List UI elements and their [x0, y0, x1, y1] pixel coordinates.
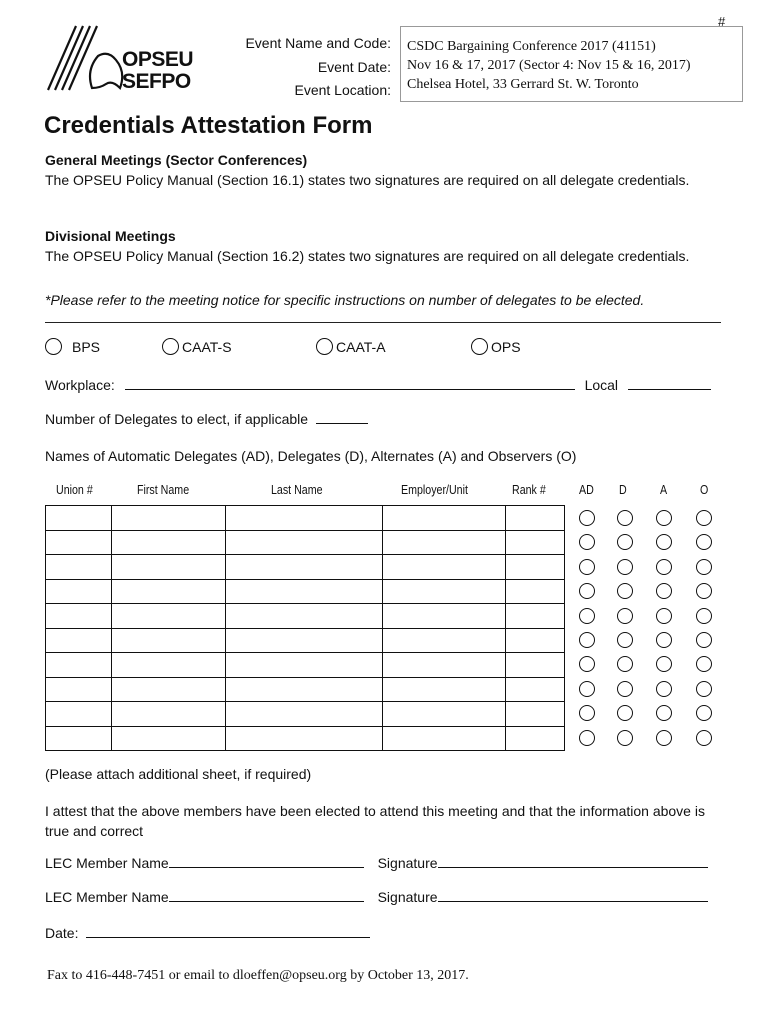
col-header-a: A: [660, 482, 668, 497]
table-cell-3[interactable]: [226, 653, 383, 678]
logo-word-en: OPSEU: [122, 48, 194, 71]
table-cell-1[interactable]: [46, 726, 112, 751]
col-header-ad: AD: [579, 482, 594, 497]
role-radio-ad[interactable]: [579, 534, 595, 550]
workplace-label: Workplace:: [45, 377, 115, 393]
role-radio-d[interactable]: [617, 510, 633, 526]
table-cell-5[interactable]: [506, 604, 565, 629]
table-cell-2[interactable]: [112, 677, 226, 702]
event-location-value: Chelsea Hotel, 33 Gerrard St. W. Toronto: [407, 77, 639, 92]
role-radio-ad[interactable]: [579, 656, 595, 672]
col-header-union: Union #: [56, 482, 93, 497]
table-cell-2[interactable]: [112, 579, 226, 604]
role-radio-o[interactable]: [696, 656, 712, 672]
role-radio-o[interactable]: [696, 534, 712, 550]
table-row: [46, 530, 565, 555]
table-cell-2[interactable]: [112, 702, 226, 727]
table-cell-4[interactable]: [383, 702, 506, 727]
role-radio-o[interactable]: [696, 583, 712, 599]
delegates-table: [45, 505, 565, 751]
table-cell-4[interactable]: [383, 653, 506, 678]
role-radio-o[interactable]: [696, 559, 712, 575]
table-cell-1[interactable]: [46, 702, 112, 727]
date-row: [45, 925, 370, 941]
radio-circle-icon[interactable]: [316, 338, 333, 355]
table-cell-4[interactable]: [383, 506, 506, 531]
role-radio-d[interactable]: [617, 681, 633, 697]
role-radio-d[interactable]: [617, 730, 633, 746]
footer-instructions: Fax to 416-448-7451 or email to dloeffen@opseu.org by October 13, 2017.: [47, 968, 469, 983]
role-radio-d[interactable]: [617, 583, 633, 599]
local-label: Local: [584, 377, 619, 393]
table-cell-3[interactable]: [226, 579, 383, 604]
workplace-field[interactable]: [125, 389, 575, 390]
general-meetings-heading: General Meetings (Sector Conferences): [45, 152, 308, 168]
table-cell-5[interactable]: [506, 628, 565, 653]
table-row: [46, 604, 565, 629]
sector-option-caat-s[interactable]: [162, 338, 232, 355]
lec-label: LEC Member Name: [45, 889, 169, 905]
role-radio-o[interactable]: [696, 705, 712, 721]
table-cell-1[interactable]: [46, 530, 112, 555]
table-cell-2[interactable]: [112, 653, 226, 678]
divisional-meetings-heading: Divisional Meetings: [45, 228, 176, 244]
role-radio-o[interactable]: [696, 510, 712, 526]
col-header-last-name: Last Name: [271, 482, 323, 497]
table-cell-2[interactable]: [112, 555, 226, 580]
delegates-label: Number of Delegates to elect, if applicable: [45, 411, 309, 427]
col-header-rank: Rank #: [512, 482, 546, 497]
table-cell-3[interactable]: [226, 726, 383, 751]
table-cell-1[interactable]: [46, 579, 112, 604]
role-radio-d[interactable]: [617, 632, 633, 648]
role-radio-d[interactable]: [617, 608, 633, 624]
table-cell-4[interactable]: [383, 579, 506, 604]
role-radio-ad[interactable]: [579, 608, 595, 624]
table-cell-4[interactable]: [383, 628, 506, 653]
col-header-o: O: [700, 482, 709, 497]
signature-2-field[interactable]: [438, 901, 708, 902]
page-title: Credentials Attestation Form: [44, 112, 373, 139]
signature-1-field[interactable]: [438, 867, 708, 868]
table-cell-3[interactable]: [226, 702, 383, 727]
table-cell-3[interactable]: [226, 506, 383, 531]
role-radio-d[interactable]: [617, 534, 633, 550]
sector-label: CAAT-A: [336, 338, 386, 355]
date-label: Date:: [45, 925, 79, 941]
date-field[interactable]: [86, 937, 370, 938]
table-cell-5[interactable]: [506, 726, 565, 751]
radio-circle-icon[interactable]: [45, 338, 62, 355]
role-radio-a[interactable]: [656, 608, 672, 624]
role-radio-o[interactable]: [696, 681, 712, 697]
table-cell-4[interactable]: [383, 677, 506, 702]
col-header-d: D: [619, 482, 627, 497]
role-radio-o[interactable]: [696, 730, 712, 746]
table-cell-2[interactable]: [112, 726, 226, 751]
table-cell-5[interactable]: [506, 506, 565, 531]
role-radio-ad[interactable]: [579, 730, 595, 746]
workplace-row: [45, 377, 711, 393]
table-cell-2[interactable]: [112, 506, 226, 531]
opseu-logo: [46, 22, 211, 94]
role-radio-o[interactable]: [696, 632, 712, 648]
table-cell-1[interactable]: [46, 604, 112, 629]
lec-label: LEC Member Name: [45, 855, 169, 871]
role-radio-a[interactable]: [656, 730, 672, 746]
table-row: [46, 579, 565, 604]
role-radio-ad[interactable]: [579, 510, 595, 526]
table-cell-5[interactable]: [506, 702, 565, 727]
table-row: [46, 555, 565, 580]
radio-circle-icon[interactable]: [471, 338, 488, 355]
table-cell-4[interactable]: [383, 726, 506, 751]
role-radio-a[interactable]: [656, 510, 672, 526]
table-cell-4[interactable]: [383, 530, 506, 555]
role-radio-a[interactable]: [656, 534, 672, 550]
radio-circle-icon[interactable]: [162, 338, 179, 355]
role-radio-a[interactable]: [656, 681, 672, 697]
corner-mark: #: [718, 14, 726, 29]
lec-member-2-field[interactable]: [169, 901, 364, 902]
instructions-note: *Please refer to the meeting notice for specific instructions on number of delegates to be elected.: [45, 292, 645, 308]
col-header-employer: Employer/Unit: [401, 482, 468, 497]
table-row: [46, 506, 565, 531]
event-date-label: Event Date:: [317, 58, 391, 75]
sector-option-bps[interactable]: [45, 338, 100, 355]
sector-option-ops[interactable]: [471, 338, 521, 355]
table-cell-3[interactable]: [226, 555, 383, 580]
role-radio-d[interactable]: [617, 656, 633, 672]
attach-note: (Please attach additional sheet, if required): [45, 766, 312, 782]
table-cell-1[interactable]: [46, 506, 112, 531]
role-radio-ad[interactable]: [579, 559, 595, 575]
role-radio-a[interactable]: [656, 705, 672, 721]
table-row: [46, 628, 565, 653]
table-cell-5[interactable]: [506, 530, 565, 555]
delegates-count-field[interactable]: [316, 423, 368, 424]
table-cell-3[interactable]: [226, 604, 383, 629]
table-cell-5[interactable]: [506, 653, 565, 678]
signature-label: Signature: [377, 855, 438, 871]
table-cell-2[interactable]: [112, 530, 226, 555]
event-name-value: CSDC Bargaining Conference 2017 (41151): [407, 39, 656, 54]
event-location-label: Event Location:: [294, 82, 391, 98]
lec-member-2-row: [45, 889, 708, 905]
lec-member-1-field[interactable]: [169, 867, 364, 868]
table-cell-2[interactable]: [112, 628, 226, 653]
event-details-box: [400, 26, 743, 102]
table-cell-2[interactable]: [112, 604, 226, 629]
role-radio-ad[interactable]: [579, 681, 595, 697]
table-cell-3[interactable]: [226, 628, 383, 653]
table-cell-4[interactable]: [383, 555, 506, 580]
table-cell-3[interactable]: [226, 677, 383, 702]
signature-label: Signature: [377, 889, 438, 905]
table-row: [46, 726, 565, 751]
divisional-meetings-section: [45, 227, 695, 266]
role-radio-o[interactable]: [696, 608, 712, 624]
general-meetings-section: [45, 151, 695, 190]
event-date-value: Nov 16 & 17, 2017 (Sector 4: Nov 15 & 16, 2017): [407, 58, 691, 73]
delegates-row: [45, 411, 368, 427]
sector-label: OPS: [491, 338, 521, 355]
table-cell-1[interactable]: [46, 653, 112, 678]
divisional-meetings-text: The OPSEU Policy Manual (Section 16.2) states two signatures are required on all delegate credentials.: [45, 247, 690, 264]
table-row: [46, 653, 565, 678]
role-radio-ad[interactable]: [579, 632, 595, 648]
logo-icon: [46, 22, 126, 94]
local-field[interactable]: [628, 389, 711, 390]
role-radio-a[interactable]: [656, 656, 672, 672]
general-meetings-text: The OPSEU Policy Manual (Section 16.1) states two signatures are required on all delegate credentials.: [45, 171, 690, 188]
table-cell-4[interactable]: [383, 604, 506, 629]
table-cell-5[interactable]: [506, 579, 565, 604]
event-name-label: Event Name and Code:: [245, 35, 391, 51]
role-radio-d[interactable]: [617, 705, 633, 721]
role-radio-ad[interactable]: [579, 583, 595, 599]
logo-word-fr: SEFPO: [122, 70, 191, 93]
role-radio-a[interactable]: [656, 632, 672, 648]
sector-label: CAAT-S: [182, 338, 232, 355]
table-cell-3[interactable]: [226, 530, 383, 555]
col-header-first-name: First Name: [137, 482, 190, 497]
attestation-text: I attest that the above members have been elected to attend this meeting and that the information above is true and correct: [45, 803, 705, 839]
lec-member-1-row: [45, 855, 708, 871]
table-row: [46, 677, 565, 702]
role-radio-a[interactable]: [656, 583, 672, 599]
role-radio-a[interactable]: [656, 559, 672, 575]
table-cell-1[interactable]: [46, 677, 112, 702]
sector-label: BPS: [72, 338, 101, 355]
role-radio-d[interactable]: [617, 559, 633, 575]
table-cell-5[interactable]: [506, 555, 565, 580]
divider: [45, 322, 721, 323]
sector-option-caat-a[interactable]: [316, 338, 386, 355]
table-row: [46, 702, 565, 727]
role-radio-ad[interactable]: [579, 705, 595, 721]
table-cell-5[interactable]: [506, 677, 565, 702]
table-cell-1[interactable]: [46, 555, 112, 580]
event-labels: [200, 32, 391, 103]
table-cell-1[interactable]: [46, 628, 112, 653]
names-heading: Names of Automatic Delegates (AD), Delegates (D), Alternates (A) and Observers (O): [45, 448, 577, 464]
